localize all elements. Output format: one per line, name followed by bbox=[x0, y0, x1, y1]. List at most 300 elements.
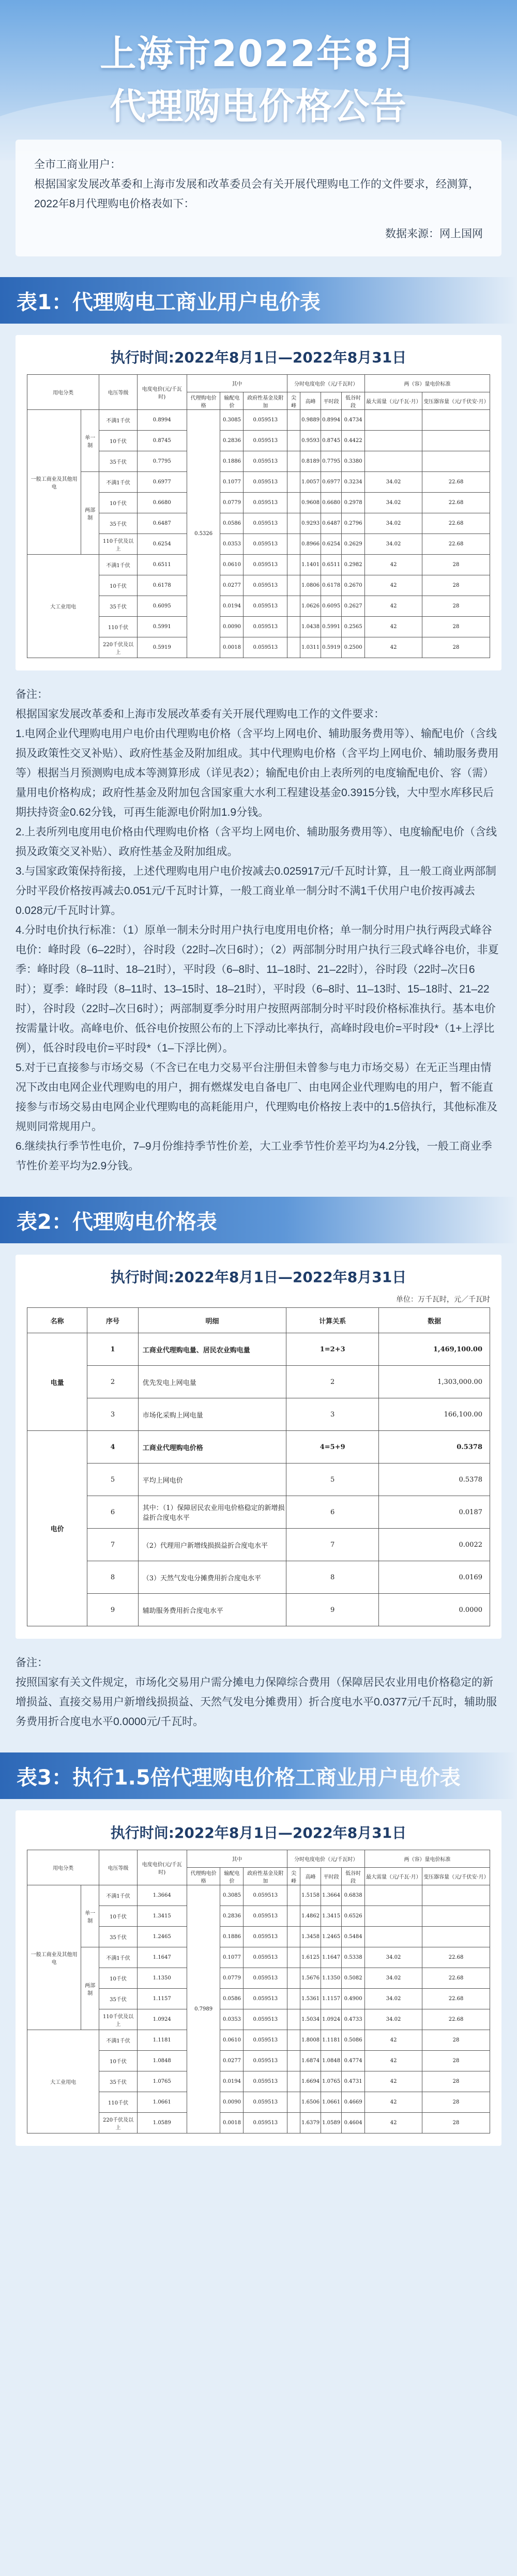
voltage-cell: 10千伏 bbox=[99, 431, 138, 451]
peak-cell: 1.6694 bbox=[300, 2071, 321, 2092]
transformer-cell: 22.68 bbox=[422, 493, 490, 513]
voltage-cell: 35千伏 bbox=[99, 596, 138, 617]
flat-cell: 1.1350 bbox=[321, 1968, 342, 1989]
flat-cell: 0.7795 bbox=[321, 451, 342, 472]
th-cap1: 最大需量（元/千瓦·月） bbox=[365, 392, 422, 410]
section3-title: 表3：执行1.5倍代理购电价格工商业用户电价表 bbox=[0, 1752, 517, 1799]
formula-cell: 2 bbox=[286, 1366, 379, 1398]
intro-panel bbox=[16, 140, 501, 256]
detail-cell: 优先发电上网电量 bbox=[138, 1366, 286, 1398]
transformer-cell: 28 bbox=[422, 2092, 490, 2113]
demand-cell: 34.02 bbox=[365, 513, 422, 534]
sharp-cell bbox=[287, 410, 300, 431]
transmission-cell: 0.1077 bbox=[220, 1947, 244, 1968]
section2-card bbox=[16, 1255, 501, 1639]
transformer-cell: 22.68 bbox=[422, 1989, 490, 2009]
th-capacity: 两（容）量电价标准 bbox=[365, 375, 490, 392]
voltage-cell: 110千伏及以上 bbox=[99, 534, 138, 555]
demand-cell: 42 bbox=[365, 2092, 422, 2113]
th-c2: 输配电价 bbox=[220, 392, 244, 410]
peak-cell: 0.8189 bbox=[300, 451, 321, 472]
transformer-cell: 28 bbox=[422, 2071, 490, 2092]
seq-cell: 4 bbox=[87, 1431, 138, 1464]
notes2-label: 备注： bbox=[16, 1657, 48, 1669]
flat-cell: 0.6487 bbox=[321, 513, 342, 534]
transformer-cell bbox=[422, 410, 490, 431]
flat-cell: 0.6095 bbox=[321, 596, 342, 617]
demand-cell: 34.02 bbox=[365, 534, 422, 555]
sharp-cell bbox=[287, 2092, 300, 2113]
voltage-cell: 110千伏及以上 bbox=[99, 2009, 138, 2030]
flat-cell: 0.6977 bbox=[321, 472, 342, 493]
flat-cell: 0.6178 bbox=[321, 575, 342, 596]
price-cell: 0.6680 bbox=[137, 493, 187, 513]
fund-cell: 0.059513 bbox=[244, 2009, 287, 2030]
price-cell: 0.6487 bbox=[137, 513, 187, 534]
voltage-cell: 10千伏 bbox=[99, 575, 138, 596]
transformer-cell: 28 bbox=[422, 617, 490, 637]
seq-cell: 9 bbox=[87, 1594, 138, 1626]
category-cell: 一般工商业及其他用电 bbox=[27, 1885, 81, 2030]
th-voltage: 电压等级 bbox=[99, 1850, 138, 1885]
notes1-item: 4.分时电价执行标准：（1）原单一制未分时用户执行电度用电价格；单一制分时用户执行两段式峰谷电价：峰时段（6–22时），谷时段（22时–次日6时）；（2）两部制分时用户执行三段式峰谷电价，非夏季：峰时段（8–11时、18–21时），平时段（6–8时、11–18时、21–22时），谷时段（22时–次日6时）；夏季：峰时段（8–11时、13–15时、18–21时），平时段（6–8时、11–13时、15–18时、21–22时），谷时段（22时–次日6时）；两部制夏季分时用户按照两部制分时平时段价格标准执行。基本电价按需量计收。高峰电价、低谷电价按照公布的上下浮动比率执行，高峰时段电价=平时段*（1+上浮比例），低谷时段电价=平时段*（1–下浮比例）。 bbox=[16, 924, 499, 1054]
th-c1: 代理购电价格 bbox=[187, 1868, 220, 1885]
th-category: 用电分类 bbox=[27, 1850, 99, 1885]
detail-cell: 市场化采购上网电量 bbox=[138, 1398, 286, 1431]
demand-cell: 34.02 bbox=[365, 1989, 422, 2009]
peak-cell: 1.5676 bbox=[300, 1968, 321, 1989]
intro-body: 根据国家发展改革委和上海市发展和改革委员会有关开展代理购电工作的文件要求，经测算，2022年8月代理购电价格表如下： bbox=[34, 178, 479, 210]
price-cell: 1.2465 bbox=[137, 1927, 187, 1947]
peak-cell: 1.6874 bbox=[300, 2051, 321, 2071]
th-valley: 低谷时段 bbox=[342, 1868, 365, 1885]
flat-cell: 0.6254 bbox=[321, 534, 342, 555]
voltage-cell: 不满1千伏 bbox=[99, 1885, 138, 1906]
valley-cell: 0.2629 bbox=[342, 534, 365, 555]
transmission-cell: 0.2836 bbox=[220, 1906, 244, 1927]
price-cell: 1.3415 bbox=[137, 1906, 187, 1927]
transformer-cell bbox=[422, 1885, 490, 1906]
category-cell: 大工业用电 bbox=[27, 2030, 99, 2133]
voltage-cell: 35千伏 bbox=[99, 2071, 138, 2092]
detail-cell: 工商业代理购电量、居民农业购电量 bbox=[138, 1333, 286, 1366]
table-row bbox=[27, 1594, 490, 1626]
voltage-cell: 不满1千伏 bbox=[99, 1947, 138, 1968]
transmission-cell: 0.0610 bbox=[220, 555, 244, 575]
voltage-cell: 110千伏 bbox=[99, 617, 138, 637]
demand-cell bbox=[365, 1885, 422, 1906]
demand-cell: 42 bbox=[365, 2051, 422, 2071]
transformer-cell bbox=[422, 1906, 490, 1927]
peak-cell: 1.0311 bbox=[300, 637, 321, 658]
th-c3: 政府性基金及附加 bbox=[244, 1868, 287, 1885]
transformer-cell: 22.68 bbox=[422, 513, 490, 534]
formula-cell: 6 bbox=[286, 1496, 379, 1529]
detail-cell: 辅助服务费用折合度电水平 bbox=[138, 1594, 286, 1626]
valley-cell: 0.3234 bbox=[342, 472, 365, 493]
subcategory-cell: 单一制 bbox=[81, 1885, 99, 1947]
fund-cell: 0.059513 bbox=[244, 596, 287, 617]
seq-cell: 6 bbox=[87, 1496, 138, 1529]
flat-cell: 1.0589 bbox=[321, 2113, 342, 2133]
notes1-item: 根据国家发展改革委和上海市发展改革委有关开展代理购电工作的文件要求： bbox=[16, 708, 385, 720]
peak-cell: 0.9889 bbox=[300, 410, 321, 431]
section2-unit: 单位：万千瓦时，元／千瓦时 bbox=[396, 1295, 490, 1303]
table-row bbox=[27, 410, 490, 431]
flat-cell: 1.1181 bbox=[321, 2030, 342, 2051]
valley-cell: 0.4604 bbox=[342, 2113, 365, 2133]
peak-cell: 1.8008 bbox=[300, 2030, 321, 2051]
tariff-table-3-body bbox=[27, 1885, 490, 2133]
th-including: 其中 bbox=[187, 375, 287, 392]
sharp-cell bbox=[287, 617, 300, 637]
price-cell: 0.6095 bbox=[137, 596, 187, 617]
th-data: 数据 bbox=[379, 1308, 490, 1333]
fund-cell: 0.059513 bbox=[244, 534, 287, 555]
flat-cell: 0.6511 bbox=[321, 555, 342, 575]
transformer-cell: 28 bbox=[422, 2051, 490, 2071]
table-row bbox=[27, 555, 490, 575]
peak-cell: 1.6506 bbox=[300, 2092, 321, 2113]
flat-cell: 0.6680 bbox=[321, 493, 342, 513]
th-voltage: 电压等级 bbox=[99, 375, 138, 410]
demand-cell bbox=[365, 451, 422, 472]
sharp-cell bbox=[287, 472, 300, 493]
price-cell: 1.0924 bbox=[137, 2009, 187, 2030]
formula-cell: 4=5+9 bbox=[286, 1431, 379, 1464]
sharp-cell bbox=[287, 575, 300, 596]
valley-cell: 0.2982 bbox=[342, 555, 365, 575]
hero-banner bbox=[0, 0, 517, 160]
th-sharp: 尖峰 bbox=[287, 392, 300, 410]
valley-cell: 0.6838 bbox=[342, 1885, 365, 1906]
price-cell: 1.1181 bbox=[137, 2030, 187, 2051]
transmission-cell: 0.1886 bbox=[220, 451, 244, 472]
data-cell: 1,303,000.00 bbox=[379, 1366, 490, 1398]
flat-cell: 1.0765 bbox=[321, 2071, 342, 2092]
demand-cell: 42 bbox=[365, 2071, 422, 2092]
flat-cell: 1.0848 bbox=[321, 2051, 342, 2071]
seq-cell: 8 bbox=[87, 1561, 138, 1594]
peak-cell: 1.4862 bbox=[300, 1906, 321, 1927]
price-cell: 0.6178 bbox=[137, 575, 187, 596]
tariff-table-1-body bbox=[27, 410, 490, 658]
sharp-cell bbox=[287, 2051, 300, 2071]
peak-cell: 0.9593 bbox=[300, 431, 321, 451]
table-row bbox=[27, 1885, 490, 1906]
page-title-line1: 上海市2022年8月 bbox=[100, 33, 417, 75]
price-cell: 0.6511 bbox=[137, 555, 187, 575]
valley-cell: 0.2627 bbox=[342, 596, 365, 617]
sharp-cell bbox=[287, 1885, 300, 1906]
fund-cell: 0.059513 bbox=[244, 2071, 287, 2092]
valley-cell: 0.2978 bbox=[342, 493, 365, 513]
table-row bbox=[27, 1496, 490, 1529]
transmission-cell: 0.0194 bbox=[220, 2071, 244, 2092]
section1-exec-time: 执行时间:2022年8月1日—2022年8月31日 bbox=[110, 349, 407, 366]
flat-cell: 0.5919 bbox=[321, 637, 342, 658]
sharp-cell bbox=[287, 2071, 300, 2092]
section1-title: 表1：代理购电工商业用户电价表 bbox=[0, 277, 517, 324]
sharp-cell bbox=[287, 534, 300, 555]
table-row bbox=[27, 1464, 490, 1496]
transmission-cell: 0.0353 bbox=[220, 534, 244, 555]
tariff-table-1 bbox=[27, 374, 490, 658]
table-row bbox=[27, 2030, 490, 2051]
formula-cell: 7 bbox=[286, 1529, 379, 1561]
th-c1: 代理购电价格 bbox=[187, 392, 220, 410]
transmission-cell: 0.0586 bbox=[220, 1989, 244, 2009]
flat-cell: 1.3415 bbox=[321, 1906, 342, 1927]
flat-cell: 1.2465 bbox=[321, 1927, 342, 1947]
peak-cell: 1.0626 bbox=[300, 596, 321, 617]
price-cell: 1.1647 bbox=[137, 1947, 187, 1968]
valley-cell: 0.4900 bbox=[342, 1989, 365, 2009]
notes2 bbox=[16, 1653, 501, 1732]
transmission-cell: 0.0090 bbox=[220, 2092, 244, 2113]
transmission-cell: 0.3085 bbox=[220, 1885, 244, 1906]
price-cell: 1.0765 bbox=[137, 2071, 187, 2092]
sharp-cell bbox=[287, 493, 300, 513]
th-c3: 政府性基金及附加 bbox=[244, 392, 287, 410]
voltage-cell: 220千伏及以上 bbox=[99, 637, 138, 658]
data-cell: 0.0169 bbox=[379, 1561, 490, 1594]
seq-cell: 1 bbox=[87, 1333, 138, 1366]
voltage-cell: 35千伏 bbox=[99, 1927, 138, 1947]
demand-cell: 42 bbox=[365, 2113, 422, 2133]
th-tou: 分时电度电价（元/千瓦时） bbox=[287, 375, 365, 392]
price-cell: 0.5919 bbox=[137, 637, 187, 658]
notes1-label: 备注： bbox=[16, 689, 48, 700]
group-cell: 电量 bbox=[27, 1333, 87, 1431]
transformer-cell: 28 bbox=[422, 575, 490, 596]
demand-cell bbox=[365, 431, 422, 451]
voltage-cell: 不满1千伏 bbox=[99, 555, 138, 575]
transmission-cell: 0.1886 bbox=[220, 1927, 244, 1947]
price-cell: 1.0848 bbox=[137, 2051, 187, 2071]
table-row bbox=[27, 1366, 490, 1398]
valley-cell: 0.5082 bbox=[342, 1968, 365, 1989]
data-cell: 0.5378 bbox=[379, 1464, 490, 1496]
voltage-cell: 不满1千伏 bbox=[99, 472, 138, 493]
notes1-item: 6.继续执行季节性电价，7–9月份维持季节性价差，大工业季节性价差平均为4.2分钱，一般工商业季节性价差平均为2.9分钱。 bbox=[16, 1140, 492, 1172]
sharp-cell bbox=[287, 555, 300, 575]
transformer-cell bbox=[422, 431, 490, 451]
th-flat: 平时段 bbox=[321, 392, 342, 410]
th-cap1: 最大需量（元/千瓦·月） bbox=[365, 1868, 422, 1885]
flat-cell: 1.0661 bbox=[321, 2092, 342, 2113]
th-detail: 明细 bbox=[138, 1308, 286, 1333]
fund-cell: 0.059513 bbox=[244, 2030, 287, 2051]
demand-cell: 34.02 bbox=[365, 493, 422, 513]
valley-cell: 0.5484 bbox=[342, 1927, 365, 1947]
valley-cell: 0.2670 bbox=[342, 575, 365, 596]
fund-cell: 0.059513 bbox=[244, 637, 287, 658]
price-cell: 0.5991 bbox=[137, 617, 187, 637]
purchase-price-table-body bbox=[27, 1333, 490, 1626]
transmission-cell: 0.0277 bbox=[220, 2051, 244, 2071]
fund-cell: 0.059513 bbox=[244, 513, 287, 534]
peak-cell: 1.0057 bbox=[300, 472, 321, 493]
transmission-cell: 0.1077 bbox=[220, 472, 244, 493]
transformer-cell: 22.68 bbox=[422, 2009, 490, 2030]
th-peak: 高峰 bbox=[300, 1868, 321, 1885]
demand-cell: 34.02 bbox=[365, 2009, 422, 2030]
th-peak: 高峰 bbox=[300, 392, 321, 410]
transformer-cell: 22.68 bbox=[422, 472, 490, 493]
proxy-price-cell: 0.5326 bbox=[187, 410, 220, 658]
peak-cell: 1.0806 bbox=[300, 575, 321, 596]
group-cell: 电价 bbox=[27, 1431, 87, 1626]
demand-cell: 42 bbox=[365, 2030, 422, 2051]
voltage-cell: 35千伏 bbox=[99, 1989, 138, 2009]
voltage-cell: 不满1千伏 bbox=[99, 2030, 138, 2051]
seq-cell: 2 bbox=[87, 1366, 138, 1398]
flat-cell: 0.8745 bbox=[321, 431, 342, 451]
sharp-cell bbox=[287, 513, 300, 534]
th-sharp: 尖峰 bbox=[287, 1868, 300, 1885]
th-cap2: 变压器容量（元/千伏安·月） bbox=[422, 1868, 490, 1885]
data-source: 数据来源：网上国网 bbox=[385, 228, 483, 240]
valley-cell: 0.5338 bbox=[342, 1947, 365, 1968]
transformer-cell: 22.68 bbox=[422, 1947, 490, 1968]
data-cell: 0.5378 bbox=[379, 1431, 490, 1464]
peak-cell: 0.9293 bbox=[300, 513, 321, 534]
valley-cell: 0.2565 bbox=[342, 617, 365, 637]
transformer-cell: 28 bbox=[422, 637, 490, 658]
sharp-cell bbox=[287, 637, 300, 658]
sharp-cell bbox=[287, 1927, 300, 1947]
demand-cell: 42 bbox=[365, 617, 422, 637]
flat-cell: 1.1647 bbox=[321, 1947, 342, 1968]
price-cell: 1.0589 bbox=[137, 2113, 187, 2133]
detail-cell: （3）天然气发电分摊费用折合度电水平 bbox=[138, 1561, 286, 1594]
th-seq: 序号 bbox=[87, 1308, 138, 1333]
proxy-price-cell: 0.7989 bbox=[187, 1885, 220, 2133]
transmission-cell: 0.0586 bbox=[220, 513, 244, 534]
notes1 bbox=[16, 685, 501, 1176]
fund-cell: 0.059513 bbox=[244, 472, 287, 493]
sharp-cell bbox=[287, 2009, 300, 2030]
peak-cell: 1.6125 bbox=[300, 1947, 321, 1968]
fund-cell: 0.059513 bbox=[244, 617, 287, 637]
valley-cell: 0.3380 bbox=[342, 451, 365, 472]
seq-cell: 5 bbox=[87, 1464, 138, 1496]
flat-cell: 1.1157 bbox=[321, 1989, 342, 2009]
formula-cell: 8 bbox=[286, 1561, 379, 1594]
peak-cell: 1.5361 bbox=[300, 1989, 321, 2009]
valley-cell: 0.4731 bbox=[342, 2071, 365, 2092]
notes1-item: 2.上表所列电度用电价格由代理购电价格（含平均上网电价、辅助服务费用等）、电度输配电价（含线损及政策交叉补贴）、政府性基金及附加组成。 bbox=[16, 826, 497, 858]
subcategory-cell: 两部制 bbox=[81, 1947, 99, 2030]
valley-cell: 0.2796 bbox=[342, 513, 365, 534]
demand-cell bbox=[365, 1927, 422, 1947]
th-cap2: 变压器容量（元/千伏安·月） bbox=[422, 392, 490, 410]
data-cell: 0.0187 bbox=[379, 1496, 490, 1529]
peak-cell: 1.1401 bbox=[300, 555, 321, 575]
voltage-cell: 10千伏 bbox=[99, 493, 138, 513]
detail-cell: （2）代理用户新增线损损益折合度电水平 bbox=[138, 1529, 286, 1561]
transformer-cell: 28 bbox=[422, 596, 490, 617]
transmission-cell: 0.0090 bbox=[220, 617, 244, 637]
transformer-cell bbox=[422, 1927, 490, 1947]
notes1-item: 3.与国家政策保持衔接，上述代理购电用户电价按减去0.025917元/千瓦时计算，且一般工商业两部制分时平段价格按再减去0.051元/千瓦时计算，一般工商业单一制分时不满1千伏用户电价按再减去0.028元/千瓦时计算。 bbox=[16, 865, 496, 917]
fund-cell: 0.059513 bbox=[244, 1968, 287, 1989]
flat-cell: 0.5991 bbox=[321, 617, 342, 637]
sharp-cell bbox=[287, 596, 300, 617]
transmission-cell: 0.0353 bbox=[220, 2009, 244, 2030]
price-cell: 0.8745 bbox=[137, 431, 187, 451]
fund-cell: 0.059513 bbox=[244, 493, 287, 513]
valley-cell: 0.4422 bbox=[342, 431, 365, 451]
valley-cell: 0.6526 bbox=[342, 1906, 365, 1927]
transmission-cell: 0.0779 bbox=[220, 1968, 244, 1989]
transmission-cell: 0.0018 bbox=[220, 637, 244, 658]
demand-cell: 42 bbox=[365, 575, 422, 596]
valley-cell: 0.4733 bbox=[342, 2009, 365, 2030]
table-row bbox=[27, 1333, 490, 1366]
transformer-cell: 22.68 bbox=[422, 534, 490, 555]
voltage-cell: 35千伏 bbox=[99, 451, 138, 472]
category-cell: 大工业用电 bbox=[27, 555, 99, 658]
table-row bbox=[27, 1431, 490, 1464]
fund-cell: 0.059513 bbox=[244, 2092, 287, 2113]
flat-cell: 1.3664 bbox=[321, 1885, 342, 1906]
transmission-cell: 0.0610 bbox=[220, 2030, 244, 2051]
detail-cell: 工商业代理购电价格 bbox=[138, 1431, 286, 1464]
price-cell: 0.8994 bbox=[137, 410, 187, 431]
peak-cell: 1.3458 bbox=[300, 1927, 321, 1947]
detail-cell: 其中：（1）保障居民农业用电价格稳定的新增损益折合度电水平 bbox=[138, 1496, 286, 1529]
subcategory-cell: 单一制 bbox=[81, 410, 99, 472]
fund-cell: 0.059513 bbox=[244, 431, 287, 451]
data-cell: 0.0000 bbox=[379, 1594, 490, 1626]
sharp-cell bbox=[287, 1989, 300, 2009]
th-c2: 输配电价 bbox=[220, 1868, 244, 1885]
fund-cell: 0.059513 bbox=[244, 410, 287, 431]
notes1-item: 1.电网企业代理购电用户电价由代理购电价格（含平均上网电价、辅助服务费用等）、输配电价（含线损及政策性交叉补贴）、政府性基金及附加组成。其中代理购电价格（含平均上网电价、辅助服务费用等）根据当月预测购电成本等测算形成（详见表2）；输配电价由上表所列的电度输配电价、容（需）量用电价格构成；政府性基金及附加包含国家重大水利工程建设基金0.3915分钱，大中型水库移民后期扶持资金0.62分钱，可再生能源电价附加1.9分钱。 bbox=[16, 728, 499, 818]
formula-cell: 3 bbox=[286, 1398, 379, 1431]
section1-card bbox=[16, 335, 501, 670]
price-cell: 1.1350 bbox=[137, 1968, 187, 1989]
th-including: 其中 bbox=[187, 1850, 287, 1868]
table-row bbox=[27, 1561, 490, 1594]
transformer-cell: 28 bbox=[422, 555, 490, 575]
section2-title: 表2：代理购电价格表 bbox=[0, 1197, 517, 1243]
th-formula: 计算关系 bbox=[286, 1308, 379, 1333]
valley-cell: 0.4734 bbox=[342, 410, 365, 431]
fund-cell: 0.059513 bbox=[244, 2113, 287, 2133]
th-price: 电度电价(元/千瓦时) bbox=[137, 375, 187, 410]
peak-cell: 1.5158 bbox=[300, 1885, 321, 1906]
peak-cell: 0.9608 bbox=[300, 493, 321, 513]
section2-exec-time: 执行时间:2022年8月1日—2022年8月31日 bbox=[110, 1269, 407, 1286]
category-cell: 一般工商业及其他用电 bbox=[27, 410, 81, 555]
notes1-item: 5.对于已直接参与市场交易（不含已在电力交易平台注册但未曾参与电力市场交易）在无正当理由情况下改由电网企业代理购电的用户，拥有燃煤发电自备电厂、由电网企业代理购电的用户，暂不能直接参与市场交易由电网企业代理购电的高耗能用户，代理购电价格按上表中的1.5倍执行，其他标准及规则同常规用户。 bbox=[16, 1062, 498, 1133]
price-cell: 0.7795 bbox=[137, 451, 187, 472]
th-tou: 分时电度电价（元/千瓦时） bbox=[287, 1850, 365, 1868]
detail-cell: 平均上网电价 bbox=[138, 1464, 286, 1496]
transmission-cell: 0.0779 bbox=[220, 493, 244, 513]
th-price: 电度电价(元/千瓦时) bbox=[137, 1850, 187, 1885]
th-name: 名称 bbox=[27, 1308, 87, 1333]
voltage-cell: 10千伏 bbox=[99, 1906, 138, 1927]
price-cell: 0.6254 bbox=[137, 534, 187, 555]
section3-exec-time: 执行时间:2022年8月1日—2022年8月31日 bbox=[110, 1824, 407, 1841]
voltage-cell: 不满1千伏 bbox=[99, 410, 138, 431]
demand-cell bbox=[365, 410, 422, 431]
table-row bbox=[27, 472, 490, 493]
